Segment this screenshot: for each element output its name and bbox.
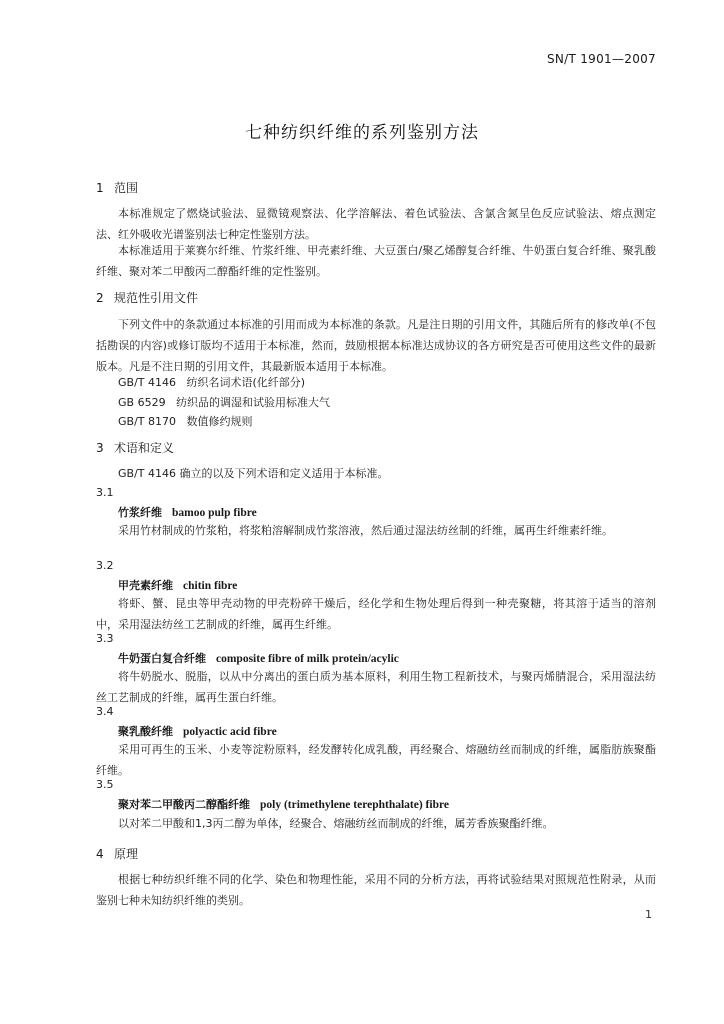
document-title: 七种纺织纤维的系列鉴别方法	[245, 123, 479, 143]
term-heading	[118, 723, 277, 739]
term-chinese: 牛奶蛋白复合纤维	[118, 652, 206, 665]
term-definition: 将虾、蟹、昆虫等甲壳动物的甲壳粉碎干燥后，经化学和生物处理后得到一种壳聚糖，将其溶于适当的溶剂中，采用湿法纺丝工艺制成的纤维，属再生纤维。	[96, 597, 656, 631]
section-4-paragraph-1: 根据七种纺织纤维不同的化学、染色和物理性能，采用不同的分析方法，再将试验结果对照规范性附录，从而鉴别七种未知纺织纤维的类别。	[96, 873, 656, 907]
term-english: poly (trimethylene terephthalate) fibre	[260, 799, 449, 811]
section-number: 2	[96, 291, 104, 305]
term-definition: 采用可再生的玉米、小麦等淀粉原料，经发酵转化成乳酸，再经聚合、熔融纺丝而制成的纤维，属脂肪族聚酯纤维。	[96, 743, 656, 777]
section-2-heading	[96, 289, 198, 306]
doc-code: SN/T 1901—2007	[546, 52, 656, 66]
reference-item	[118, 374, 305, 390]
section-3-heading	[96, 439, 174, 456]
term-definition: 以对苯二甲酸和1,3丙二醇为单体，经聚合、熔融纺丝而制成的纤维，属芳香族聚酯纤维。	[118, 817, 554, 830]
section-title: 范围	[114, 181, 139, 195]
section-number: 1	[96, 181, 104, 195]
section-title: 原理	[114, 847, 139, 861]
term-number: 3.1	[96, 486, 114, 499]
section-1-heading	[96, 179, 138, 196]
reference-code: GB/T 4146	[118, 376, 176, 389]
section-1-paragraph-2: 本标准适用于莱赛尔纤维、竹浆纤维、甲壳素纤维、大豆蛋白/聚乙烯醇复合纤维、牛奶蛋白复合纤维、聚乳酸纤维、聚对苯二甲酸丙二醇酯纤维的定性鉴别。	[96, 244, 656, 278]
term-number: 3.3	[96, 632, 114, 645]
section-number: 3	[96, 441, 104, 455]
section-4-heading	[96, 845, 138, 862]
term-heading	[118, 504, 257, 520]
section-title: 术语和定义	[114, 441, 175, 455]
term-chinese: 甲壳素纤维	[118, 579, 173, 592]
reference-item	[118, 394, 330, 410]
term-definition: 将牛奶脱水、脱脂，以从中分离出的蛋白质为基本原料，利用生物工程新技术，与聚丙烯腈混合，采用湿法纺丝工艺制成的纤维，属再生蛋白纤维。	[96, 670, 656, 704]
term-number: 3.2	[96, 559, 114, 572]
term-number: 3.5	[96, 778, 114, 791]
term-english: bamoo pulp fibre	[172, 507, 257, 519]
term-english: polyactic acid fibre	[183, 726, 277, 738]
term-chinese: 聚乳酸纤维	[118, 725, 173, 738]
term-chinese: 竹浆纤维	[118, 506, 162, 519]
term-heading	[118, 577, 237, 593]
section-1-paragraph-1: 本标准规定了燃烧试验法、显微镜观察法、化学溶解法、着色试验法、含氯含氮呈色反应试验法、熔点测定法、红外吸收光谱鉴别法七种定性鉴别方法。	[96, 207, 656, 241]
reference-name: 数值修约规则	[186, 415, 253, 428]
reference-name: 纺织名词术语(化纤部分)	[186, 376, 306, 389]
term-heading	[118, 796, 449, 812]
term-english: chitin fibre	[183, 580, 238, 592]
term-english: composite fibre of milk protein/acylic	[216, 653, 399, 665]
term-chinese: 聚对苯二甲酸丙二醇酯纤维	[118, 798, 250, 811]
page-number: 1	[645, 908, 652, 921]
section-title: 规范性引用文件	[114, 291, 199, 305]
reference-code: GB/T 8170	[118, 415, 176, 428]
reference-code: GB 6529	[118, 396, 166, 409]
reference-item	[118, 413, 253, 429]
term-definition: 采用竹材制成的竹浆粕，将浆粕溶解制成竹浆溶液，然后通过湿法纺丝制的纤维，属再生纤维素纤维。	[118, 524, 613, 537]
section-3-intro: GB/T 4146 确立的以及下列术语和定义适用于本标准。	[118, 467, 389, 480]
term-heading	[118, 650, 399, 666]
section-2-paragraph-1: 下列文件中的条款通过本标准的引用而成为本标准的条款。凡是注日期的引用文件，其随后所有的修改单(不包括勘误的内容)或修订版均不适用于本标准，然而，鼓励根据本标准达成协议的各方研究是否可使用这些文件的最新版本。凡是不注日期的引用文件，其最新版本适用于本标准。	[96, 318, 656, 373]
term-number: 3.4	[96, 705, 114, 718]
section-number: 4	[96, 847, 104, 861]
reference-name: 纺织品的调湿和试验用标准大气	[176, 396, 331, 409]
